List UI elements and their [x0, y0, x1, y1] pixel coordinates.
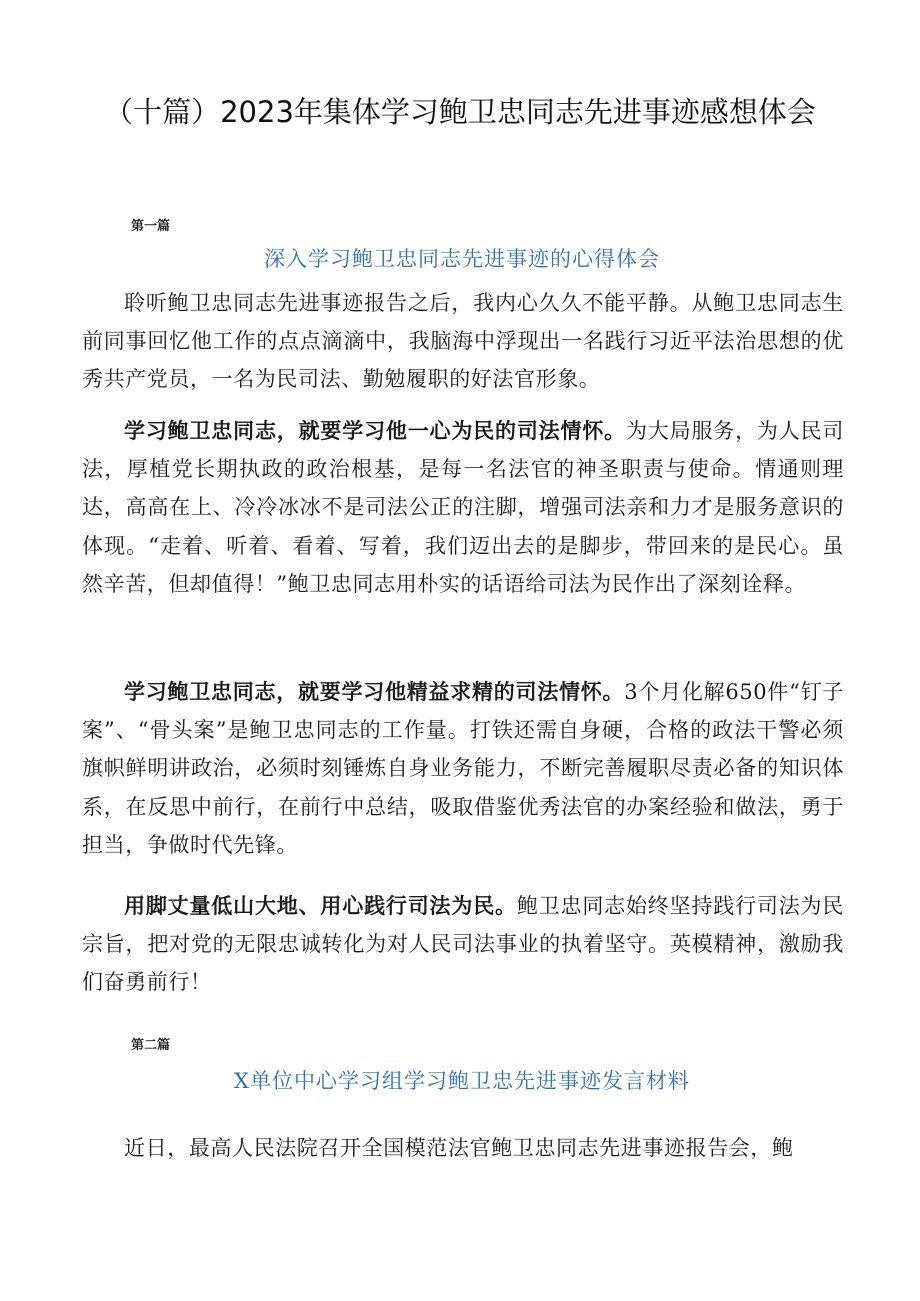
paragraph-lead: 学习鲍卫忠同志，就要学习他一心为民的司法情怀。	[124, 418, 626, 443]
paragraph-2-1	[82, 1129, 844, 1167]
section-title-1: 深入学习鲍卫忠同志先进事迹的心得体会	[264, 247, 660, 271]
section-title-2: X单位中心学习组学习鲍卫忠先进事迹发言材料	[234, 1069, 690, 1093]
paragraph-lead: 用脚丈量低山大地、用心践行司法为民。	[124, 893, 517, 918]
paragraph-text: 为大局服务，为人民司法，厚植党长期执政的政治根基，是每一名法官的神圣职责与使命。情通则理达，高高在上、冷冷冰冰不是司法公正的注脚，增强司法亲和力才是服务意识的体现。“走着、听着、看着、写着，我们迈出去的是脚步，带回来的是民心。虽然辛苦，但却值得！”鲍卫忠同志用朴实的话语给司法为民作出了深刻诠释。	[82, 419, 844, 596]
paragraph-1-2	[82, 412, 844, 603]
paragraph-lead: 学习鲍卫忠同志，就要学习他精益求精的司法情怀。	[124, 679, 625, 704]
paragraph-text: 鲍卫忠同志始终坚持践行司法为民宗旨，把对党的无限忠诚转化为对人民司法事业的执着坚守。英模精神，激励我们奋勇前行！	[82, 894, 844, 995]
paragraph-1-4	[82, 887, 844, 1002]
paragraph-text: 聆听鲍卫忠同志先进事迹报告之后，我内心久久不能平静。从鲍卫忠同志生前同事回忆他工作的点点滴滴中，我脑海中浮现出一名践行习近平法治思想的优秀共产党员，一名为民司法、勤勉履职的好法官形象。	[82, 291, 844, 392]
paragraph-1-3	[82, 673, 844, 864]
section-label-1: 第一篇	[131, 219, 171, 234]
paragraph-text: 3个月化解650件“钉子案”、“骨头案”是鲍卫忠同志的工作量。打铁还需自身硬，合格的政法干警必须旗帜鲜明讲政治，必须时刻锤炼自身业务能力，不断完善履职尽责必备的知识体系，在反思中前行，在前行中总结，吸取借鉴优秀法官的办案经验和做法，勇于担当，争做时代先锋。	[82, 680, 844, 857]
document-title: （十篇）2023年集体学习鲍卫忠同志先进事迹感想体会	[104, 95, 816, 129]
paragraph-1-1	[82, 284, 844, 399]
section-label-2: 第二篇	[131, 1038, 171, 1053]
paragraph-text: 近日，最高人民法院召开全国模范法官鲍卫忠同志先进事迹报告会，鲍	[124, 1136, 794, 1160]
